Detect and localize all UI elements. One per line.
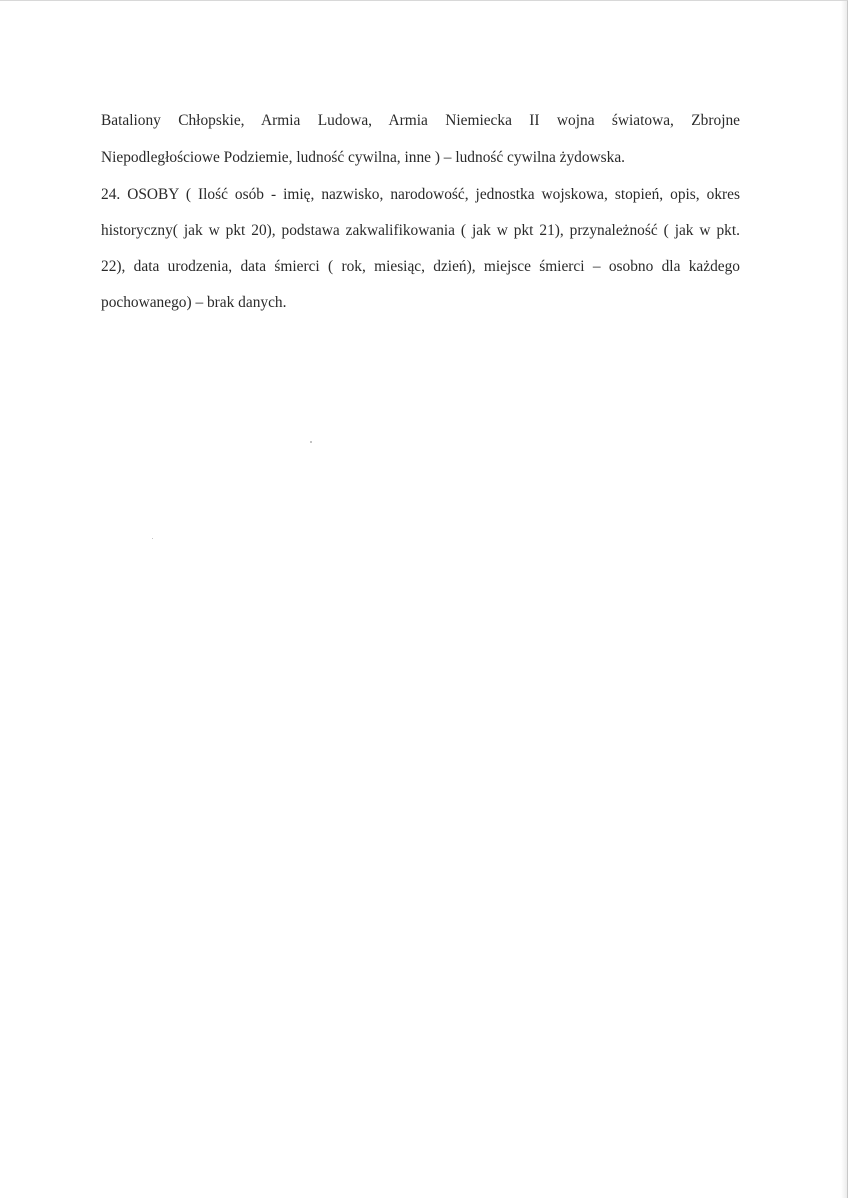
text-line-3: 24. OSOBY ( Ilość osób - imię, nazwisko, narodowość, jednostka wojskowa, stopień, opis, okres <box>101 186 740 203</box>
text-line-2: Niepodległościowe Podziemie, ludność cywilna, inne ) – ludność cywilna żydowska. <box>101 149 626 166</box>
scan-speck <box>152 538 153 539</box>
text-line-5: 22), data urodzenia, data śmierci ( rok, miesiąc, dzień), miejsce śmierci – osobno dla każdego <box>101 258 740 275</box>
text-line-1: Bataliony Chłopskie, Armia Ludowa, Armia Niemiecka II wojna światowa, Zbrojne <box>101 112 740 129</box>
text-line-4: historyczny( jak w pkt 20), podstawa zakwalifikowania ( jak w pkt 21), przynależność ( jak w pkt. <box>101 222 740 239</box>
scan-speck <box>310 441 312 443</box>
text-line-6: pochowanego) – brak danych. <box>101 294 287 311</box>
